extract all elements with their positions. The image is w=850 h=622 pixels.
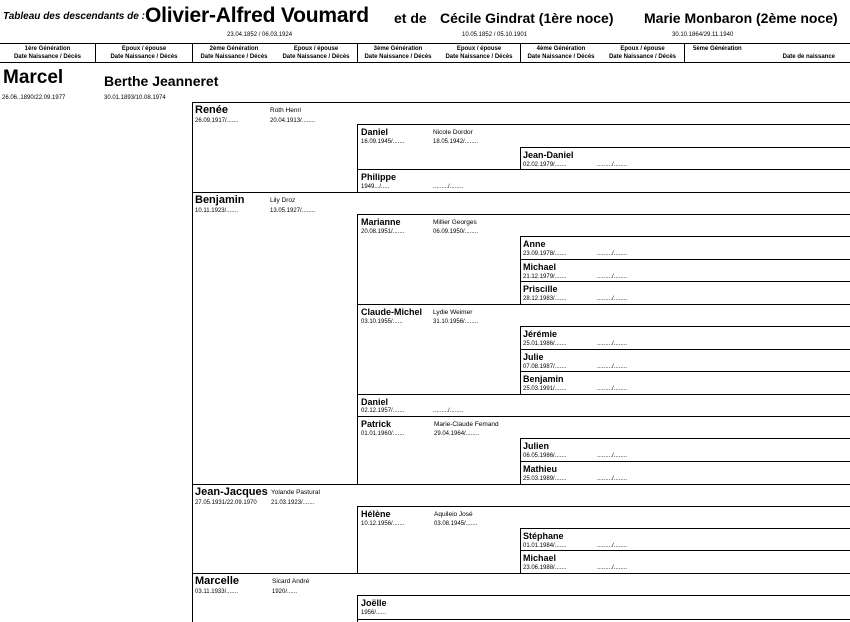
person-dates: 03.10.1955/......: [361, 319, 403, 325]
person-dates: 25.03.1989/.......: [523, 476, 567, 482]
person-name: Joëlle: [361, 598, 387, 608]
root-dates: 23.04.1852 / 06.03.1924: [227, 32, 293, 38]
person-dates: 10.11.1923/.......: [195, 208, 238, 214]
person-name: Priscille: [523, 284, 558, 294]
person-name: Marianne: [361, 217, 401, 227]
tree-line: [520, 259, 850, 260]
person-name: Stéphane: [523, 531, 564, 541]
spouse-name: Nicole Dordor: [433, 129, 473, 136]
tree-line: [520, 371, 850, 372]
person-name: Jean-Daniel: [523, 150, 574, 160]
tree-line: [520, 236, 521, 304]
column-epoux2: Epoux / épouse Date Naissance / Décès: [282, 46, 350, 60]
person-name: Philippe: [361, 172, 397, 182]
spouse-dates: 06.09.1950/........: [433, 229, 479, 235]
tree-line: [357, 169, 850, 170]
person-dates: 16.09.1945/.......: [361, 139, 405, 145]
spouse-dates: ........./........: [597, 251, 628, 257]
column-gen4: 4ème Génération Date Naissance / Décès: [527, 46, 595, 60]
person-dates: 1956/......: [361, 610, 387, 616]
tree-line: [357, 416, 850, 417]
gen1-dates: 26.06..1890/22.09.1977: [2, 95, 66, 101]
person-dates: 01.01.1984/.......: [523, 543, 567, 549]
spouse-dates: 18.05.1942/........: [433, 139, 479, 145]
column-gen5: 5ème Génération Date de naissance: [693, 46, 835, 60]
person-name: Benjamin: [195, 194, 245, 206]
tree-line: [520, 349, 850, 350]
spouse-dates: ........./........: [597, 364, 628, 370]
tree-line: [357, 394, 850, 395]
tree-line: [192, 192, 850, 193]
spouse-dates: 21.03.1923/.......: [271, 500, 315, 506]
person-dates: 27.05.1931/22.09.1970: [195, 500, 257, 506]
spouse-dates: ........./........: [433, 408, 464, 414]
tree-line: [192, 102, 193, 622]
spouse-dates: 03.08.1945/.......: [434, 521, 478, 527]
tree-line: [357, 506, 358, 573]
gen1-spouse-dates: 30.01.1893/10.08.1974: [104, 95, 166, 101]
spouse-dates: ........./........: [597, 386, 628, 392]
person-dates: 02.02.1979/.......: [523, 162, 567, 168]
spouse-dates: 13.05.1927/........: [270, 208, 316, 214]
spouse1-dates: 10.05.1852 / 05.10.1901: [462, 32, 528, 38]
spouse1-name: Cécile Gindrat (1ère noce): [440, 10, 614, 26]
person-dates: 25.03.1991/.......: [523, 386, 567, 392]
tree-line: [357, 619, 850, 620]
spouse-dates: 1920/......: [272, 589, 298, 595]
spouse-name: Lily Droz: [270, 197, 296, 204]
tree-line: [357, 506, 850, 507]
spouse-dates: ........./........: [597, 162, 628, 168]
tree-line: [357, 214, 850, 215]
tree-line: [357, 595, 850, 596]
spouse-dates: ........./........: [597, 476, 628, 482]
tree-line: [520, 438, 850, 439]
tree-line: [357, 304, 850, 305]
person-name: Marcelle: [195, 575, 240, 587]
person-name: Julie: [523, 352, 544, 362]
spouse-name: Lydie Weimer: [433, 309, 473, 316]
tree-line: [520, 550, 850, 551]
person-dates: 06.05.1986/.......: [523, 453, 567, 459]
person-name: Benjamin: [523, 374, 564, 384]
person-name: Daniel: [361, 127, 389, 137]
spouse2-name: Marie Monbaron (2ème noce): [644, 10, 838, 26]
person-name: Julien: [523, 441, 550, 451]
person-dates: 21.12.1979/.......: [523, 274, 567, 280]
tree-line: [520, 147, 850, 148]
person-name: Claude-Michel: [361, 307, 423, 317]
tree-line: [520, 326, 521, 394]
person-name: Jérémie: [523, 329, 558, 339]
person-dates: 1949.../.....: [361, 184, 390, 190]
person-dates: 23.09.1978/.......: [523, 251, 567, 257]
person-dates: 20.08.1951/.......: [361, 229, 405, 235]
column-epoux3: Epoux / épouse Date Naissance / Décès: [445, 46, 513, 60]
tree-line: [520, 461, 850, 462]
column-epoux1: Epoux / épouse Date Naissance / Décès: [110, 46, 178, 60]
spouse-name: Yolande Pastural: [271, 489, 320, 496]
spouse-dates: ........./........: [597, 296, 628, 302]
person-name: Michael: [523, 553, 557, 563]
person-dates: 28.12.1983/.......: [523, 296, 567, 302]
column-epoux4: Epoux / épouse Date Naissance / Décès: [608, 46, 677, 60]
column-gen1: 1ère Génération Date Naissance / Décès: [13, 46, 82, 60]
person-name: Michael: [523, 262, 557, 272]
spouse-dates: ........./........: [597, 565, 628, 571]
person-dates: 01.01.1960/.......: [361, 431, 405, 437]
person-name: Renée: [195, 104, 229, 116]
tree-line: [192, 102, 850, 103]
spouse-name: Millier Georges: [433, 219, 477, 226]
spouse-dates: ........./........: [597, 543, 628, 549]
person-name: Mathieu: [523, 464, 558, 474]
tree-line: [520, 147, 521, 169]
spouse-name: Sicard André: [272, 578, 310, 585]
spouse-dates: ........./........: [433, 184, 464, 190]
person-dates: 25.01.1986/.......: [523, 341, 567, 347]
spouse2-dates: 30.10.1864/29.11.1940: [672, 32, 734, 38]
person-name: Jean-Jacques: [195, 486, 268, 498]
title-prefix: Tableau des descendants de :: [3, 11, 145, 22]
tree-line: [357, 124, 850, 125]
person-dates: 26.09.1917/.......: [195, 118, 239, 124]
spouse-dates: ........./........: [597, 453, 628, 459]
tree-line: [520, 528, 850, 529]
person-name: Hélène: [361, 509, 391, 519]
tree-line: [357, 214, 358, 484]
person-name: Patrick: [361, 419, 392, 429]
tree-line: [520, 281, 850, 282]
conjunction: et de: [394, 10, 427, 26]
root-name: Olivier-Alfred Voumard: [145, 4, 369, 27]
spouse-dates: 31.10.1956/........: [433, 319, 479, 325]
person-name: Anne: [523, 239, 546, 249]
spouse-name: Marie-Claude Femand: [434, 421, 499, 428]
tree-line: [192, 573, 850, 574]
column-gen3: 3ème Génération Date Naissance / Décès: [364, 46, 432, 60]
spouse-name: Roth Henri: [270, 107, 302, 114]
spouse-dates: 29.04.1964/........: [434, 431, 480, 437]
spouse-dates: ........./........: [597, 341, 628, 347]
person-dates: 10.12.1956/.......: [361, 521, 405, 527]
gen1-spouse: Berthe Jeanneret: [104, 73, 219, 89]
person-dates: 07.08.1987/.......: [523, 364, 567, 370]
person-dates: 03.11.1933/.......: [195, 589, 238, 595]
tree-line: [357, 595, 358, 622]
person-dates: 23.06.1988/.......: [523, 565, 567, 571]
spouse-name: Aquileio José: [434, 511, 473, 518]
tree-line: [192, 484, 850, 485]
person-name: Daniel: [361, 397, 389, 407]
tree-line: [520, 326, 850, 327]
spouse-dates: 20.04.1913/........: [270, 118, 316, 124]
tree-line: [357, 124, 358, 192]
gen1-name: Marcel: [3, 67, 64, 88]
person-dates: 02.12.1957/.......: [361, 408, 405, 414]
spouse-dates: ........./........: [597, 274, 628, 280]
column-gen2: 2ème Génération Date Naissance / Décès: [200, 46, 268, 60]
tree-line: [520, 236, 850, 237]
